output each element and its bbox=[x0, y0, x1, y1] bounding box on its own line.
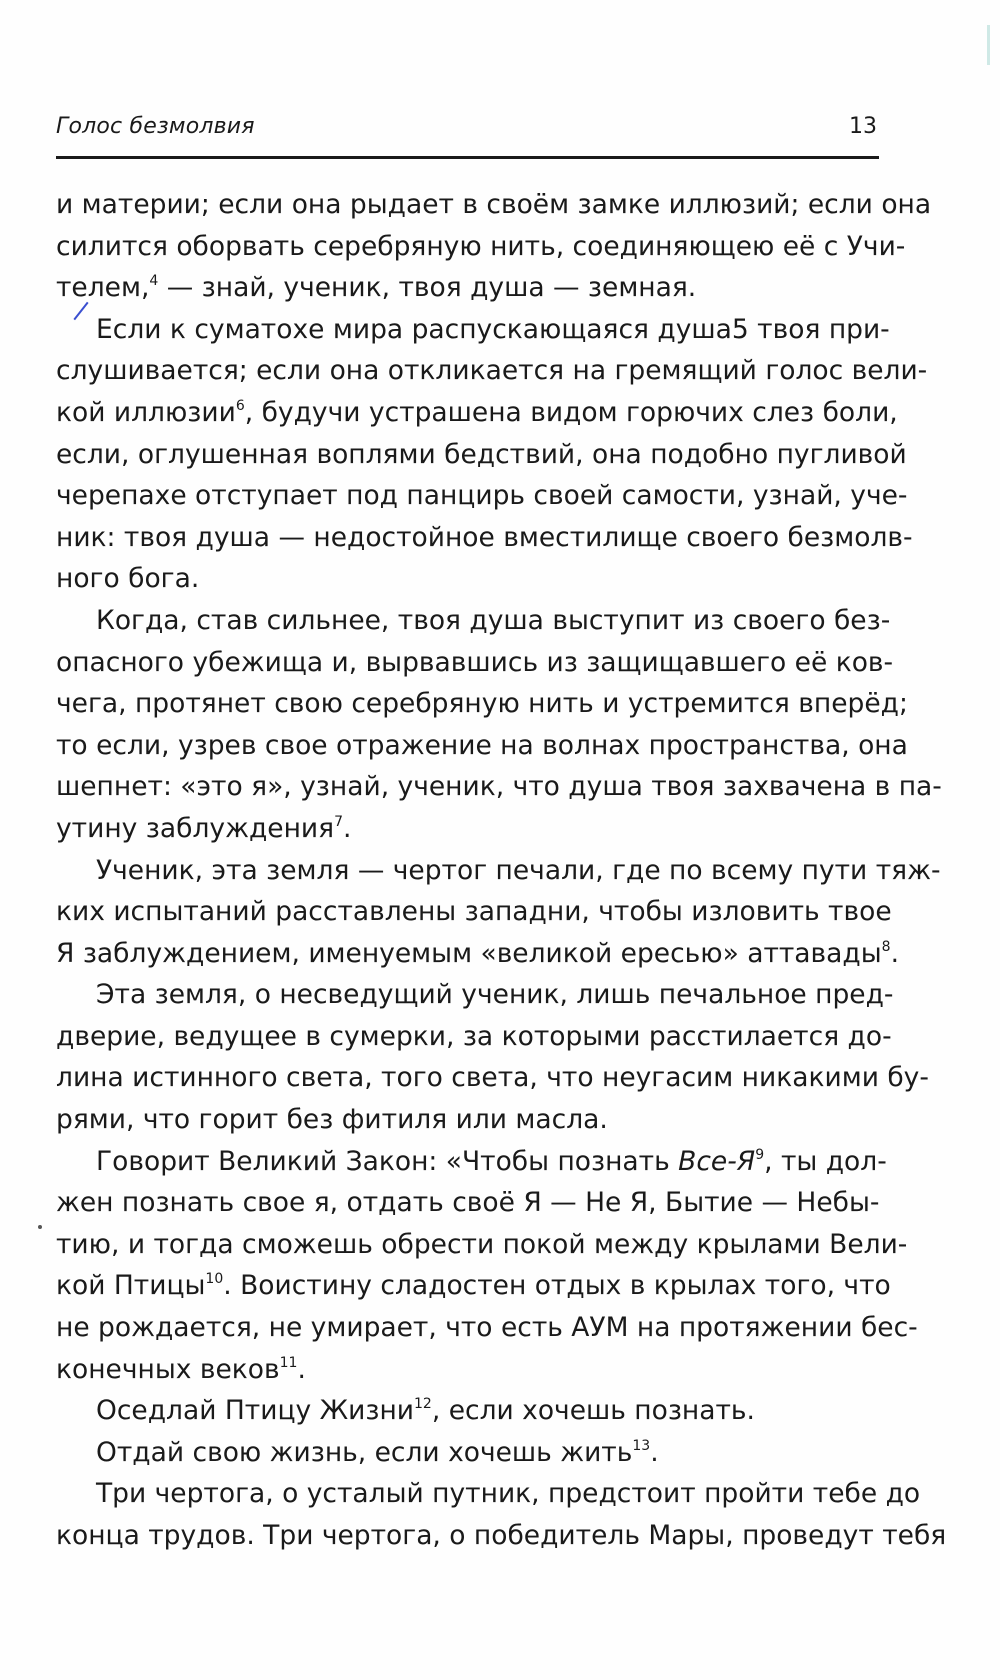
page-number: 13 bbox=[849, 114, 877, 139]
text-line: Ученик, эта земля — чертог печали, где по всему пути тяж- bbox=[96, 854, 941, 886]
text-line: Отдай свою жизнь, если хочешь жить$^{13}$. bbox=[96, 1436, 659, 1468]
text-line: если, оглушенная воплями бедствий, она подобно пугливой bbox=[56, 438, 907, 470]
footnote-ref: 12 bbox=[414, 1396, 432, 1413]
text-line: ного бога. bbox=[56, 563, 200, 595]
footnote-ref: 6 bbox=[235, 397, 245, 414]
text-line: шепнет: «это я», узнай, ученик, что душа твоя захвачена в па- bbox=[56, 771, 942, 803]
text-line: Если к суматохе мира распускающаяся душа5 твоя при- bbox=[96, 313, 890, 345]
body-text bbox=[56, 184, 947, 1557]
text-line: и материи; если она рыдает в своём замке иллюзий; если она bbox=[56, 189, 932, 220]
text-line: конечных веков$^{11}$. bbox=[56, 1353, 306, 1385]
running-title: Голос безмолвия bbox=[56, 114, 255, 139]
text-line: Оседлай Птицу Жизни$^{12}$, если хочешь познать. bbox=[96, 1395, 755, 1427]
text-line: дверие, ведущее в сумерки, за которыми расстилается до- bbox=[56, 1020, 892, 1052]
footnote-ref: 4 bbox=[149, 273, 159, 290]
text-line: тию, и тогда сможешь обрести покой между крылами Вели- bbox=[56, 1228, 908, 1260]
page-edge-mark bbox=[987, 25, 990, 65]
text-line: конца трудов. Три чертога, о победитель Мары, проведут тебя bbox=[56, 1520, 947, 1551]
footnote-ref: 7 bbox=[334, 813, 343, 830]
text-line: опасного убежища и, вырвавшись из защищавшего её ков- bbox=[56, 646, 894, 678]
text-line: Когда, став сильнее, твоя душа выступит из своего без- bbox=[96, 604, 891, 636]
text-line: не рождается, не умирает, что есть АУМ на протяжении бес- bbox=[56, 1312, 918, 1344]
footnote-ref: 9 bbox=[755, 1146, 765, 1163]
text-line: чега, протянет свою серебряную нить и устремится вперёд; bbox=[56, 688, 908, 720]
text-line: Говорит Великий Закон: «Чтобы познать Все-$Я^9$, ты дол- bbox=[96, 1145, 887, 1177]
text-line: кой Птицы$^{10}$. Воистину сладостен отдых в крылах того, что bbox=[56, 1270, 891, 1302]
footnote-ref: 13 bbox=[632, 1437, 651, 1454]
footnote-ref: 11 bbox=[279, 1354, 298, 1371]
footnote-ref: 10 bbox=[205, 1271, 224, 1288]
page-header bbox=[56, 110, 879, 159]
text-line: ких испытаний расставлены западни, чтобы изловить твое bbox=[56, 896, 892, 928]
margin-dot bbox=[38, 1225, 42, 1229]
text-line: Три чертога, о усталый путник, предстоит пройти тебе до bbox=[96, 1478, 921, 1510]
text-line: ник: твоя душа — недостойное вместилище своего безмолв- bbox=[56, 521, 913, 553]
text-line: черепахе отступает под панцирь своей самости, узнай, уче- bbox=[56, 480, 908, 512]
text-line: утину заблуждения$^7$. bbox=[56, 812, 352, 844]
text-line: слушивается; если она откликается на гремящий голос вели- bbox=[56, 355, 928, 387]
text-line: кой иллюзии$^6$, будучи устрашена видом горючих слез боли, bbox=[56, 396, 898, 428]
text-line: лина истинного света, того света, что неугасим никакими бу- bbox=[56, 1062, 929, 1094]
text-line: телем,$^4$ — знай, ученик, твоя душа — земная. bbox=[56, 272, 697, 304]
text-line: рями, что горит без фитиля или масла. bbox=[56, 1104, 608, 1136]
text-line: силится оборвать серебряную нить, соединяющею её с Учи- bbox=[56, 230, 906, 262]
text-line: Я заблуждением, именуемым «великой ересью» аттавады$^8$. bbox=[56, 937, 900, 969]
text-line: то если, узрев свое отражение на волнах пространства, она bbox=[56, 729, 908, 761]
text-line: жен познать свое я, отдать своё Я — Не Я, Бытие — Небы- bbox=[56, 1187, 880, 1219]
footnote-ref: 8 bbox=[881, 938, 891, 955]
text-line: Эта земля, о несведущий ученик, лишь печальное пред- bbox=[96, 979, 894, 1011]
